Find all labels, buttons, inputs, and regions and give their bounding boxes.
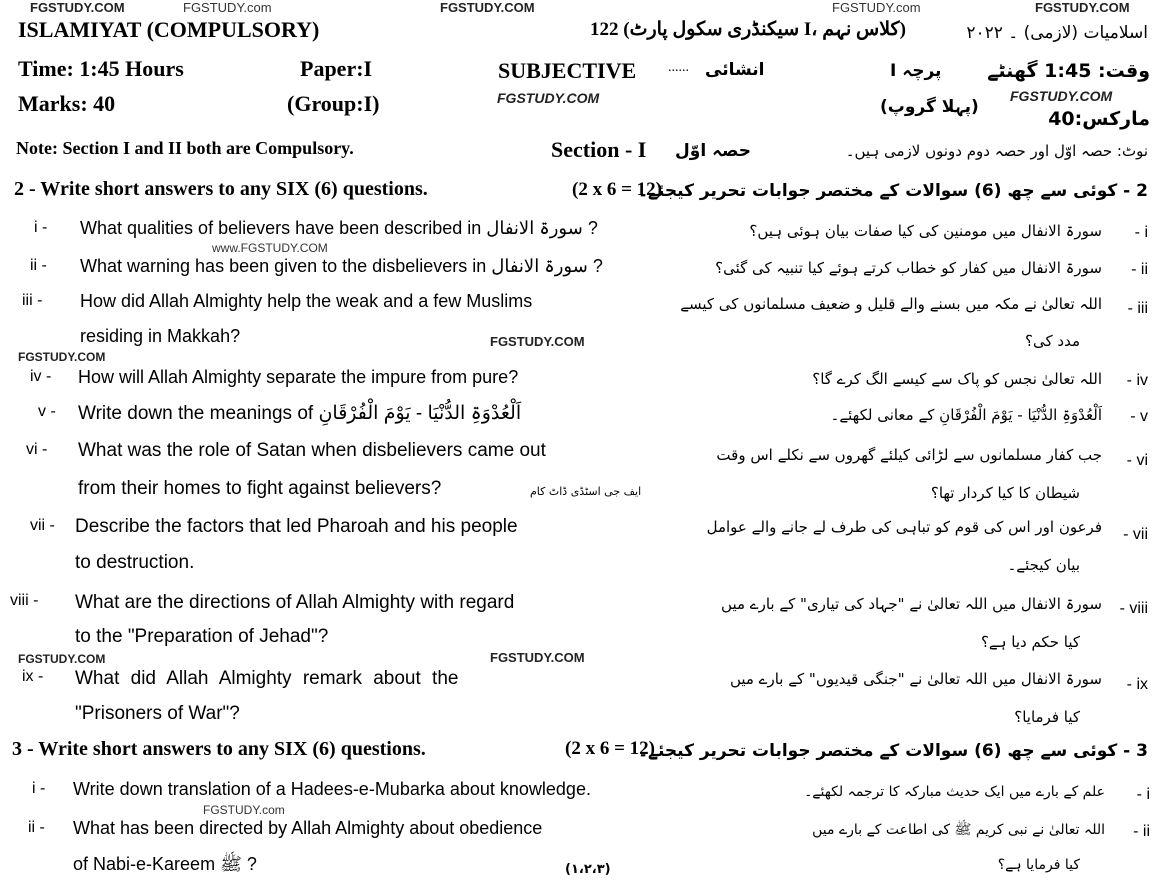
paper-type: SUBJECTIVE: [498, 58, 637, 83]
question-text: What are the directions of Allah Almighty with regard: [75, 592, 515, 613]
watermark: FGSTUDY.com: [832, 0, 921, 15]
paper-label: Paper:I: [300, 56, 373, 81]
question-text: Write down translation of a Hadees-e-Mubarka about knowledge.: [73, 779, 591, 799]
q3-heading: 3 - Write short answers to any SIX (6) questions.: [12, 738, 426, 760]
question-number: ix -: [22, 668, 44, 685]
question-text: What has been directed by Allah Almighty about obedience: [73, 818, 543, 838]
question-number-urdu: - ii: [1133, 823, 1150, 840]
section-label: Section - I: [551, 137, 647, 162]
question-number: viii -: [10, 592, 39, 609]
question-text: Describe the factors that led Pharoah and his people: [75, 516, 518, 537]
dots: ......: [668, 60, 689, 75]
subject-title-urdu: اسلامیات (لازمی) ۔ ۲۰۲۲: [966, 23, 1148, 43]
question-text-urdu-continued: کیا فرمایا؟: [1014, 708, 1080, 726]
question-text-continued: to the "Preparation of Jehad"?: [75, 626, 329, 647]
watermark: FGSTUDY.COM: [18, 350, 106, 364]
question-text-continued: to destruction.: [75, 552, 195, 573]
question-text-urdu: اللہ تعالیٰ نے مکہ میں بسنے والے قلیل و ضعیف مسلمانوں کی کیسے: [680, 295, 1102, 313]
question-text: How will Allah Almighty separate the impure from pure?: [78, 367, 519, 387]
question-text-urdu: سورۃ الانفال میں مومنین کی کیا صفات بیان ہوئی ہیں؟: [749, 222, 1102, 240]
question-number-urdu: - iii: [1127, 300, 1148, 317]
question-number: v -: [38, 403, 56, 420]
question-number-urdu: - v: [1130, 408, 1148, 425]
note-urdu: نوٹ: حصہ اوّل اور حصہ دوم دونوں لازمی ہیں۔: [845, 142, 1148, 160]
watermark: FGSTUDY.COM: [30, 0, 125, 15]
group-label: (Group:I): [287, 91, 380, 116]
watermark: FGSTUDY.COM: [497, 90, 600, 106]
question-text-urdu: جب کفار مسلمانوں سے لڑائی کیلئے گھروں سے نکلے اس وقت: [716, 446, 1102, 464]
question-number-urdu: - ix: [1126, 676, 1148, 693]
watermark: FGSTUDY.COM: [1035, 0, 1130, 15]
question-text-urdu-continued: مدد کی؟: [1025, 332, 1080, 350]
question-text-urdu: اَلْعُدْوَۃِ الدُّنْیَا - یَوْمَ الْفُرْقَانِ کے معانی لکھئے۔: [830, 406, 1102, 424]
question-text-urdu-continued: شیطان کا کیا کردار تھا؟: [930, 484, 1080, 502]
question-text-urdu: سورۃ الانفال میں اللہ تعالیٰ نے "جنگی قیدیوں" کے بارے میں: [729, 670, 1102, 688]
watermark: FGSTUDY.com: [183, 0, 272, 15]
question-text: What was the role of Satan when disbelievers came out: [78, 440, 546, 461]
question-number-urdu: - i: [1136, 786, 1150, 803]
question-number: i -: [32, 780, 46, 797]
question-text-continued: of Nabi-e-Kareem ﷺ ?: [73, 854, 257, 874]
paper-type-urdu: انشائی: [705, 60, 765, 80]
question-text-urdu: علم کے بارے میں ایک حدیث مبارکہ کا ترجمہ لکھئے۔: [804, 784, 1105, 800]
question-text: How did Allah Almighty help the weak and a few Muslims: [80, 291, 533, 311]
note: Note: Section I and II both are Compulsory.: [16, 138, 354, 158]
marks-label-urdu: مارکس:40: [1048, 108, 1150, 130]
q3-marks: (2 x 6 = 12): [565, 738, 655, 759]
question-text-urdu-continued: کیا حکم دیا ہے؟: [980, 633, 1080, 651]
question-number-urdu: - viii: [1119, 600, 1148, 617]
paper-label-urdu: پرچہ I: [890, 61, 942, 81]
question-text: Write down the meanings of اَلْعُدْوَۃِ الدُّنْیَا - یَوْمَ الْفُرْقَانِ: [78, 403, 522, 424]
question-number: i -: [34, 219, 48, 236]
question-text-continued: residing in Makkah?: [80, 326, 241, 346]
section-label-urdu: حصہ اوّل: [675, 141, 752, 161]
q3-heading-urdu: 3 - کوئی سے چھ (6) سوالات کے مختصر جوابات تحریر کیجئے۔: [638, 741, 1148, 761]
marks-label: Marks: 40: [18, 91, 116, 116]
question-number: vi -: [26, 441, 48, 458]
watermark: FGSTUDY.com: [203, 803, 285, 817]
question-number: iii -: [22, 292, 43, 309]
time-label-urdu: وقت: 1:45 گھنٹے: [987, 60, 1150, 82]
question-text-urdu: سورۃ الانفال میں اللہ تعالیٰ نے "جہاد کی تیاری" کے بارے میں: [721, 595, 1102, 613]
question-text: What warning has been given to the disbelievers in سورۃ الانفال ?: [80, 256, 603, 276]
question-number-urdu: - i: [1134, 224, 1148, 241]
question-text-urdu: فرعون اور اس کی قوم کو تباہی کی طرف لے جانے والے عوامل: [706, 518, 1102, 536]
watermark: FGSTUDY.COM: [490, 650, 585, 665]
watermark: FGSTUDY.COM: [490, 334, 585, 349]
subject-title: ISLAMIYAT (COMPULSORY): [18, 17, 320, 42]
group-label-urdu: (پہلا گروپ): [880, 97, 979, 117]
question-number-urdu: - iv: [1126, 372, 1148, 389]
watermark: FGSTUDY.COM: [18, 652, 106, 666]
question-text-urdu: سورۃ الانفال میں کفار کو خطاب کرتے ہوئے کیا تنبیہ کی گئی؟: [715, 259, 1102, 277]
question-number: vii -: [30, 517, 55, 534]
page-mark: (۱،۲،۳): [565, 862, 611, 877]
q2-heading-urdu: 2 - کوئی سے چھ (6) سوالات کے مختصر جوابات تحریر کیجئے۔: [638, 181, 1148, 201]
stamp-text: ایف جی اسٹڈی ڈاٹ کام: [530, 485, 642, 498]
watermark: FGSTUDY.COM: [1010, 88, 1113, 104]
question-number-urdu: - vi: [1126, 452, 1148, 469]
question-number-urdu: - ii: [1131, 261, 1148, 278]
exam-code-urdu: 122 (سیکنڈری سکول پارٹ I، کلاس نہم): [590, 19, 906, 40]
q2-heading: 2 - Write short answers to any SIX (6) questions.: [14, 178, 428, 200]
time-label: Time: 1:45 Hours: [18, 56, 184, 81]
question-number: ii -: [30, 257, 47, 274]
question-text-urdu-continued: کیا فرمایا ہے؟: [997, 857, 1080, 873]
question-text-continued: from their homes to fight against believers?: [78, 478, 442, 499]
q2-marks: (2 x 6 = 12): [572, 179, 662, 200]
question-text-urdu: اللہ تعالیٰ نے نبی کریم ﷺ کی اطاعت کے بارے میں: [812, 822, 1105, 838]
question-text: What qualities of believers have been described in سورۃ الانفال ?: [80, 218, 598, 238]
watermark: FGSTUDY.COM: [440, 0, 535, 15]
question-text-urdu: اللہ تعالیٰ نجس کو پاک سے کیسے الگ کرے گا؟: [812, 370, 1102, 388]
question-number-urdu: - vii: [1123, 526, 1148, 543]
question-text-continued: "Prisoners of War"?: [75, 703, 240, 724]
watermark: www.FGSTUDY.COM: [212, 241, 328, 255]
question-text-urdu-continued: بیان کیجئے۔: [1007, 556, 1080, 574]
question-number: ii -: [28, 819, 45, 836]
question-number: iv -: [30, 368, 52, 385]
question-text: What did Allah Almighty remark about the: [75, 668, 459, 689]
